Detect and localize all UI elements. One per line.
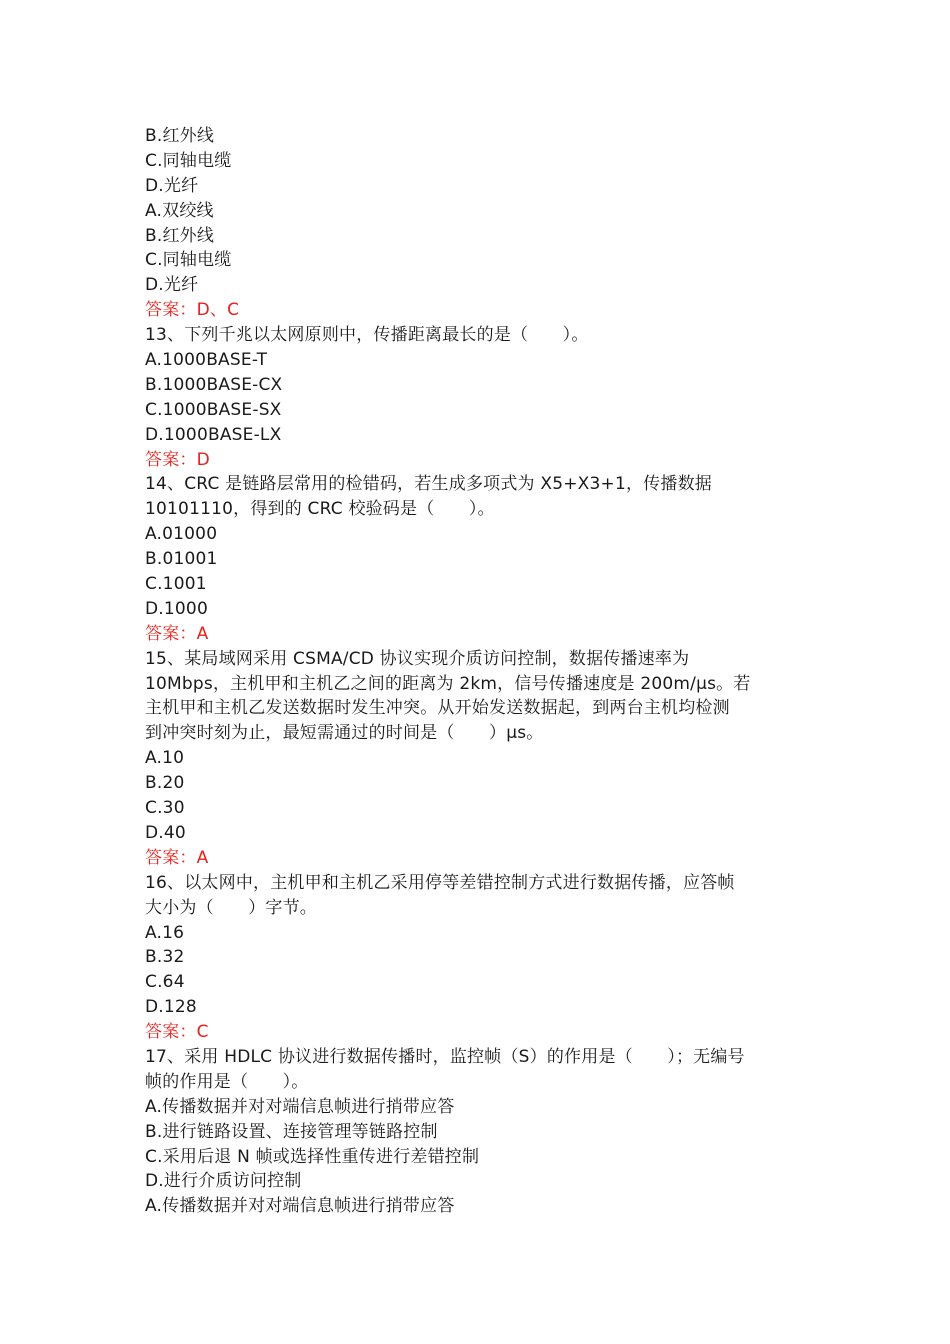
- option-line: C.1000BASE-SX: [145, 399, 282, 420]
- option-line: B.32: [145, 947, 185, 968]
- option-line: C.同轴电缆: [145, 250, 232, 271]
- question-line: 帧的作用是（ ）。: [145, 1071, 309, 1092]
- option-line: A.传播数据并对对端信息帧进行捎带应答: [145, 1196, 455, 1217]
- document-body: [145, 124, 810, 1219]
- option-line: D.1000: [145, 598, 208, 619]
- question-line: 15、某局域网采用 CSMA/CD 协议实现介质访问控制，数据传播速率为: [145, 648, 690, 669]
- option-line: A.双绞线: [145, 200, 214, 221]
- option-line: D.光纤: [145, 175, 199, 196]
- option-line: C.30: [145, 798, 185, 819]
- option-line: B.红外线: [145, 126, 215, 146]
- option-line: A.1000BASE-T: [145, 350, 268, 371]
- option-line: B.1000BASE-CX: [145, 374, 283, 395]
- question-line: 13、下列千兆以太网原则中，传播距离最长的是（ ）。: [145, 325, 589, 346]
- option-line: D.进行介质访问控制: [145, 1171, 302, 1192]
- question-line: 主机甲和主机乙发送数据时发生冲突。从开始发送数据起，到两台主机均检测: [145, 698, 730, 719]
- question-line: 大小为（ ）字节。: [145, 897, 317, 918]
- option-line: C.1001: [145, 574, 207, 595]
- question-line: 到冲突时刻为止，最短需通过的时间是（ ）μs。: [145, 723, 544, 744]
- option-line: A.01000: [145, 524, 218, 545]
- option-line: B.01001: [145, 549, 218, 570]
- option-line: B.进行链路设置、连接管理等链路控制: [145, 1121, 438, 1142]
- option-line: B.红外线: [145, 225, 215, 246]
- option-line: C.64: [145, 972, 185, 993]
- option-line: B.20: [145, 773, 185, 794]
- answer-line: 答案：D: [145, 449, 210, 470]
- question-line: 16、以太网中，主机甲和主机乙采用停等差错控制方式进行数据传播，应答帧: [145, 872, 735, 893]
- option-line: D.1000BASE-LX: [145, 424, 282, 445]
- option-line: A.10: [145, 748, 185, 769]
- question-line: 10Mbps，主机甲和主机乙之间的距离为 2km，信号传播速度是 200m/μs。若: [145, 673, 751, 694]
- option-line: C.采用后退 N 帧或选择性重传进行差错控制: [145, 1146, 480, 1167]
- option-line: D.光纤: [145, 275, 199, 296]
- option-line: D.128: [145, 997, 197, 1018]
- answer-line: 答案：C: [145, 1022, 209, 1043]
- question-line: 17、采用 HDLC 协议进行数据传播时，监控帧（S）的作用是（ ）；无编号: [145, 1046, 745, 1067]
- option-line: C.同轴电缆: [145, 150, 232, 171]
- option-line: D.40: [145, 822, 186, 843]
- option-line: A.16: [145, 922, 185, 943]
- answer-line: 答案：A: [145, 623, 209, 644]
- answer-line: 答案：A: [145, 847, 209, 868]
- question-line: 14、CRC 是链路层常用的检错码，若生成多项式为 X5+X3+1，传播数据: [145, 474, 712, 495]
- answer-line: 答案：D、C: [145, 300, 240, 321]
- option-line: A.传播数据并对对端信息帧进行捎带应答: [145, 1096, 455, 1117]
- question-line: 10101110，得到的 CRC 校验码是（ ）。: [145, 499, 495, 520]
